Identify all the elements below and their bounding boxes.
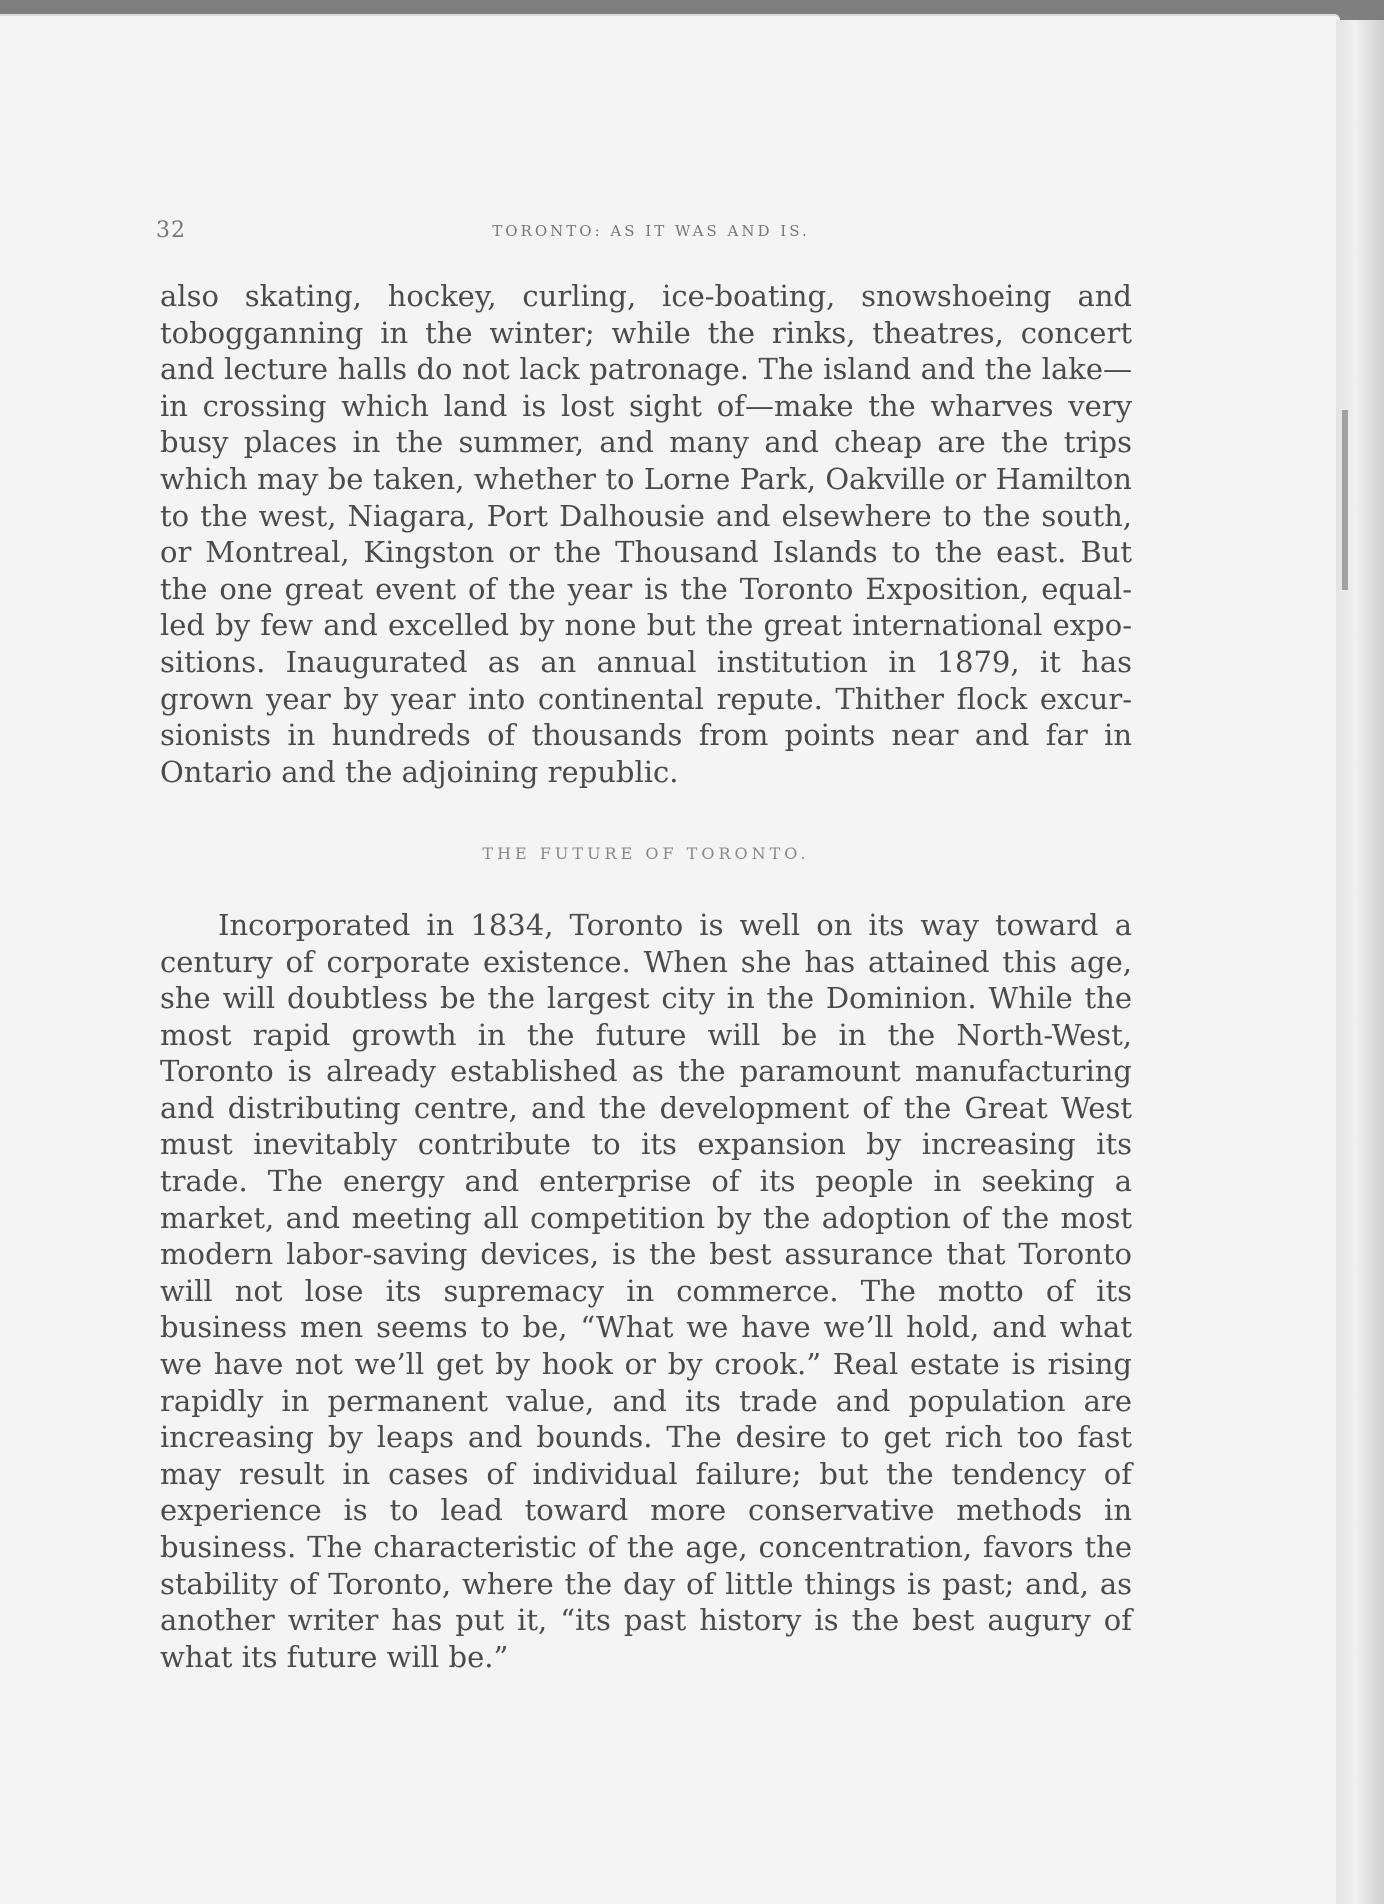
binding-shadow — [1342, 410, 1348, 590]
page-header — [156, 214, 1146, 254]
page-number: 32 — [156, 218, 186, 243]
paragraph-continuation: also skating, hockey, curling, ice-boating, snowshoeing and tobogganning in the winter; while the rinks, theatres, concert and lecture halls do not lack patronage. The island and the lake—in crossing which land is lost sight of—make the wharves very busy places in the summer, and many and cheap are the trips which may be taken, whether to Lorne Park, Oakville or Hamilton to the west, Niagara, Port Dalhousie and elsewhere to the south, or Montreal, Kingston or the Thousand Islands to the east. But the one great event of the year is the Toronto Exposition, equalled by few and excelled by none but the great international expositions. Inaugurated as an annual institution in 1879, it has grown year by year into continental repute. Thither flock excursionists in hundreds of thousands from points near and far in Ontario and the adjoining republic. — [160, 279, 1132, 789]
paragraph-future: Incorporated in 1834, Toronto is well on its way toward a century of corporate existence. When she has attained this age, she will doubtless be the largest city in the Dominion. While the most rapid growth in the future will be in the North-West, Toronto is already established as the paramount manufacturing and distributing centre, and the development of the Great West must inevitably contribute to its expansion by increasing its trade. The energy and enterprise of its people in seeking a market, and meeting all competition by the adoption of the most modern labor-saving devices, is the best assurance that Toronto will not lose its supremacy in commerce. The motto of its business men seems to be, “What we have we’ll hold, and what we have not we’ll get by hook or by crook.” Real estate is rising rapidly in permanent value, and its trade and population are increasing by leaps and bounds. The desire to get rich too fast may result in cases of individual failure; but the tendency of experience is to lead toward more conservative methods in business. The characteristic of the age, concentration, favors the stability of Toronto, where the day of little things is past; and, as another writer has put it, “its past history is the best augury of what its future will be.” — [160, 907, 1132, 1674]
running-title: TORONTO: AS IT WAS AND IS. — [492, 222, 810, 240]
page-body — [160, 278, 1132, 1675]
page-edge — [1336, 20, 1384, 1904]
section-heading: THE FUTURE OF TORONTO. — [482, 844, 810, 864]
